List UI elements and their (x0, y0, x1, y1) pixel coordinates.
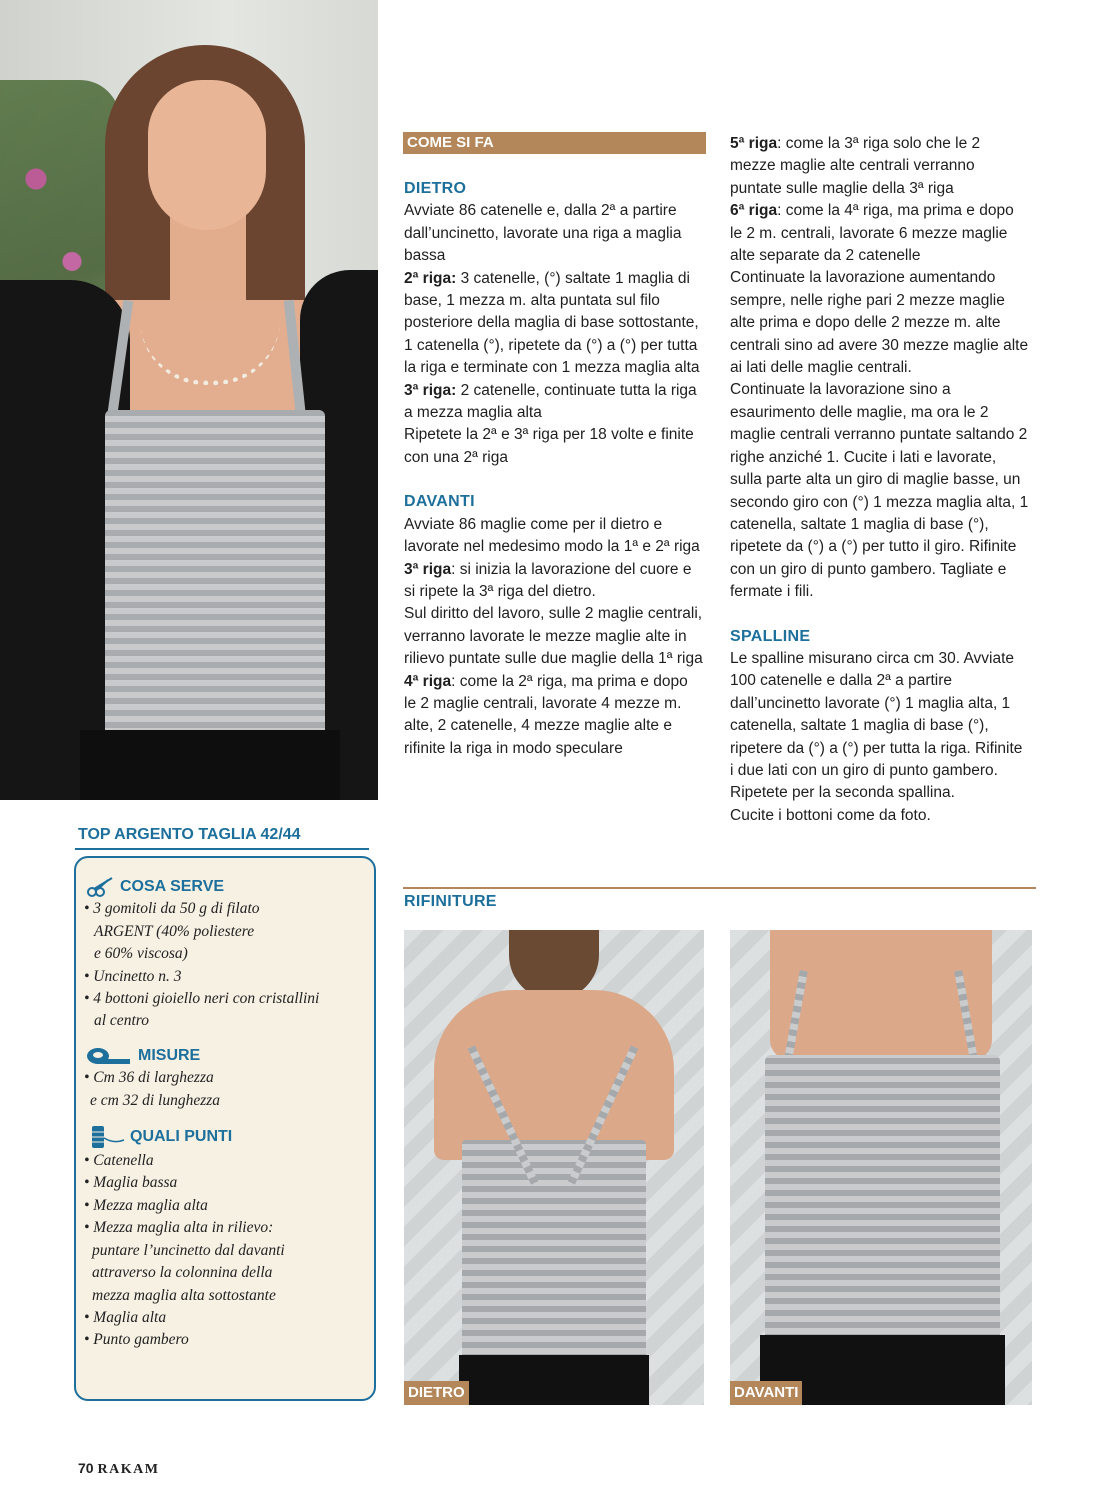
heading-spalline: SPALLINE (730, 627, 811, 645)
row-label: 5ª riga (730, 135, 778, 152)
row-label: 4ª riga (404, 672, 452, 690)
heading-rifiniture: RIFINITURE (404, 893, 497, 910)
dietro-row-2 (404, 268, 704, 380)
tape-measure-icon (86, 1045, 132, 1067)
davanti-relief: Sul diritto del lavoro, sulle 2 maglie centrali, verranno lavorate le mezze maglie alte in rilievo puntate sulle due maglie della 1ª riga (404, 605, 703, 668)
heading-dietro: DIETRO (404, 180, 467, 197)
list-item: • 4 bottoni gioiello neri con cristallini (84, 990, 320, 1008)
list-item: ARGENT (40% poliestere (94, 922, 255, 940)
photo-crochet-top (105, 410, 325, 740)
photo-front-knit (765, 1055, 1000, 1340)
list-item: e 60% viscosa) (94, 945, 188, 963)
cosa-serve-header (86, 876, 369, 898)
bottoni-text: Cucite i bottoni come da foto. (730, 806, 931, 824)
photo-back-skin (434, 990, 674, 1160)
photo-pants (80, 730, 340, 800)
row-text: 2 catenelle, continuate tutta la riga a mezza maglia alta (404, 381, 697, 422)
list-item: • Uncinetto n. 3 (84, 967, 182, 985)
box-title: TOP ARGENTO TAGLIA 42/44 (78, 826, 301, 843)
finishing-rule (403, 887, 1036, 889)
materials-section (84, 876, 369, 1352)
row-text: : come la 4ª riga, ma prima e dopo le 2 m. centrali, lavorate 6 mezze maglie alte separate da 2 catenelle (730, 202, 1014, 265)
list-item: mezza maglia alta sottostante (92, 1286, 276, 1304)
list-item: puntare l’uncinetto dal davanti (92, 1241, 285, 1259)
page-footer (78, 1460, 159, 1478)
photo-face (148, 80, 266, 230)
row-label: 2ª riga: (404, 269, 457, 287)
row-label: 3ª riga: (404, 381, 457, 399)
dietro-row-3 (404, 380, 704, 425)
heading-davanti: DAVANTI (404, 493, 475, 511)
row-text: : come la 3ª riga solo che le 2 mezze maglie alte centrali verranno puntate sulle maglie della 3ª riga (730, 135, 981, 197)
list-item: • Maglia bassa (84, 1174, 178, 1192)
photo-back-pants (459, 1355, 649, 1405)
row-text: 3 catenelle, (°) saltate 1 maglia di base, 1 mezza m. alta puntata sul filo posteriore della maglia di base sottostante, 1 catenella (°), ripetete da (°) a (°) per tutta la riga e terminate con 1 mezza maglia alta (404, 269, 700, 377)
continue-paragraph: Continuate la lavorazione aumentando sempre, nelle righe pari 2 mezze maglie alte prima e dopo delle 2 mezze m. alte centrali sino ad avere 30 mezze maglie alte ai lati delle maglie centrali. (730, 269, 1029, 377)
photo-back (404, 930, 704, 1405)
spalline-text: Le spalline misurano circa cm 30. Avviate 100 catenelle e dalla 2ª a partire dall’uncinetto lavorate (°) 1 maglia alta, 1 catenella, saltate 1 maglia di base (°), ripetere da (°) a (°) per tutta la riga. Rifinite i due lati con un giro di punto gambero. Ripetete per la seconda spallina. (730, 649, 1023, 802)
list-item: • Punto gambero (84, 1331, 189, 1349)
magazine-brand: RAKAM (97, 1462, 160, 1477)
list-item: • Catenella (84, 1152, 154, 1170)
box-title-rule (75, 848, 369, 850)
list-item: • Mezza maglia alta (84, 1196, 208, 1214)
column-middle (404, 178, 704, 760)
dietro-intro: Avviate 86 catenelle e, dalla 2ª a partire dall’uncinetto, lavorate una riga a maglia bassa (404, 202, 682, 265)
list-item: • Maglia alta (84, 1308, 167, 1326)
dietro-repeat: Ripetete la 2ª e 3ª riga per 18 volte e finite con una 2ª riga (404, 426, 694, 466)
page-number: 70 (78, 1460, 94, 1476)
section-title-how-to: COME SI FA (407, 134, 494, 151)
list-item: • 3 gomitoli da 50 g di filato (84, 900, 260, 918)
photo-back-knit (462, 1140, 646, 1360)
finish-paragraph: Continuate la lavorazione sino a esaurimento delle maglie, ma ora le 2 maglie centrali verranno puntate saltando 2 righe anziché 1. Cucite i lati e lavorate, sulla parte alta un giro di maglie basse, un secondo giro con (°) 1 mezza maglia alta, 1 catenella, saltate 1 maglia di base (°), ripetete da (°) a (°) per tutto il giro. Rifinite con un giro di punto gambero. Tagliate e fermate i fili. (730, 381, 1029, 601)
misure-title: MISURE (138, 1046, 201, 1064)
davanti-row-3 (404, 559, 704, 604)
list-item: • Cm 36 di larghezza (84, 1069, 214, 1087)
list-item: e cm 32 di lunghezza (90, 1091, 221, 1109)
list-item: al centro (94, 1012, 149, 1030)
list-item: • Mezza maglia alta in rilievo: (84, 1219, 274, 1237)
photo-front (730, 930, 1032, 1405)
list-item: attraverso la colonnina della (92, 1264, 273, 1282)
row-text: : come la 2ª riga, ma prima e dopo le 2 maglie centrali, lavorate 4 mezze m. alte, 2 catenelle, 4 mezze maglie alte e rifinite la riga in modo speculare (404, 672, 688, 757)
main-photo (0, 0, 378, 800)
caption-front: DAVANTI (730, 1381, 802, 1405)
row-text: : si inizia la lavorazione del cuore e si ripete la 3ª riga del dietro. (404, 560, 692, 600)
row-label: 3ª riga (404, 560, 452, 578)
row-5 (730, 133, 1030, 200)
punti-header (86, 1124, 369, 1150)
davanti-row-4 (404, 671, 704, 761)
row-label: 6ª riga (730, 202, 778, 220)
caption-back: DIETRO (404, 1381, 469, 1405)
davanti-intro: Avviate 86 maglie come per il dietro e lavorate nel medesimo modo la 1ª e 2ª riga (404, 515, 700, 556)
column-right (730, 133, 1030, 827)
row-6 (730, 200, 1030, 267)
punti-title: QUALI PUNTI (130, 1127, 233, 1145)
cosa-serve-title: COSA SERVE (120, 878, 225, 895)
scissors-icon (86, 876, 116, 898)
misure-header (86, 1045, 369, 1067)
section-bar-how-to (403, 132, 706, 154)
thread-spool-icon (86, 1124, 126, 1150)
